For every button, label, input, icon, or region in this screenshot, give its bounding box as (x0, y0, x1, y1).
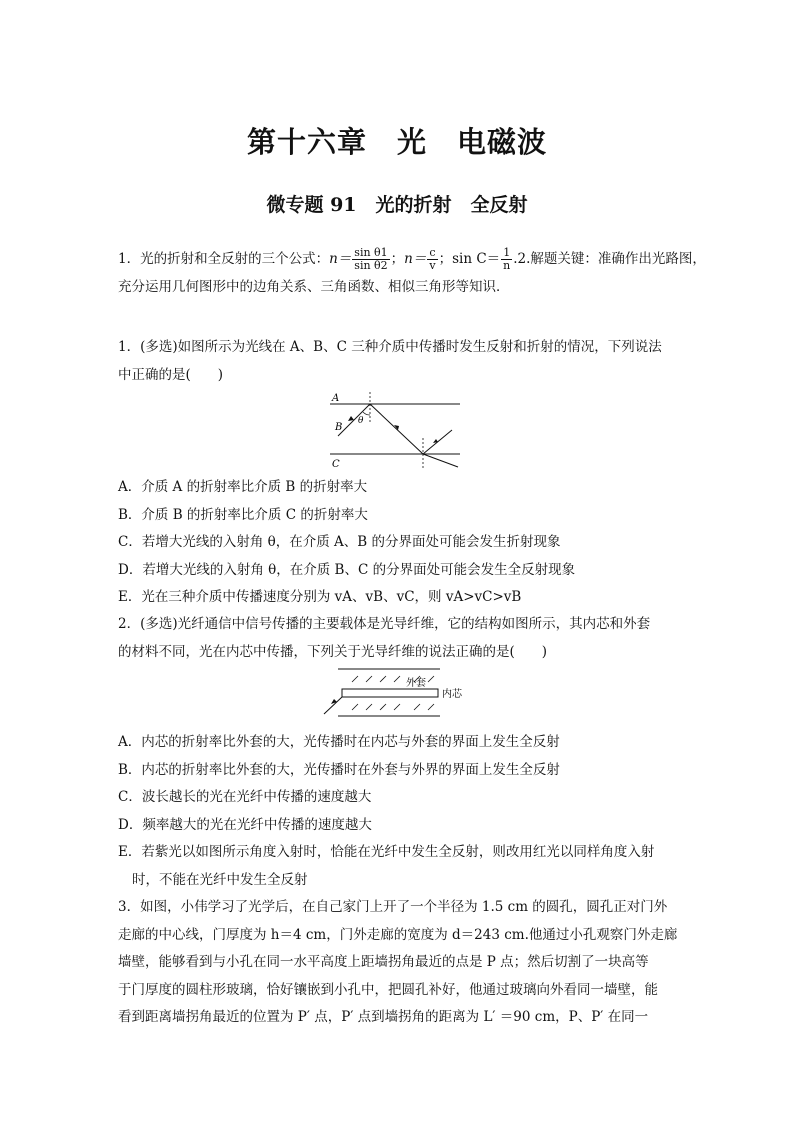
q1-option-c[interactable]: C．若增大光线的入射角 θ，在介质 A、B 的分界面处可能会发生折射现象 (118, 534, 561, 550)
refraction-figure (330, 390, 465, 472)
critical-fraction (501, 247, 512, 272)
formula-n2: n＝ (404, 251, 427, 267)
q2-option-b[interactable]: B．内芯的折射率比外套的大，光传播时在外套与外界的界面上发生全反射 (118, 761, 560, 778)
label-a: A (332, 393, 340, 404)
q2-option-e-cont: 时，不能在光纤中发生全反射 (132, 871, 308, 888)
label-c: C (332, 459, 340, 470)
reflected-ray (370, 404, 423, 454)
question-1-options (118, 474, 678, 612)
q1-option-a[interactable]: A．介质 A 的折射率比介质 B 的折射率大 (118, 479, 368, 495)
q2-option-e[interactable]: E．若紫光以如图所示角度入射时，恰能在光纤中发生全反射，则改用红光以同样角度入射 (118, 844, 655, 860)
question-3 (118, 894, 678, 1032)
q3-line-1: 3．如图，小伟学习了光学后，在自己家门上开了一个半径为 1.5 cm 的圆孔，圆孔正对门外 (118, 899, 668, 915)
cv-fraction (427, 247, 437, 272)
q1-stem-line-2: 中正确的是( ) (118, 366, 224, 383)
frac-c: c (427, 247, 437, 260)
intro-line-1 (118, 246, 706, 274)
question-1-stem (118, 334, 678, 389)
q1-option-e[interactable]: E．光在三种介质中传播速度分别为 vA、vB、vC，则 vA>vC>vB (118, 589, 522, 605)
frac-one: 1 (501, 247, 512, 260)
sin-theta2: sin θ2 (354, 259, 388, 272)
q2-stem-line-1: 2．(多选)光纤通信中信号传播的主要载体是光导纤维，它的结构如图所示，其内芯和外套 (118, 616, 651, 632)
q2-stem-line-2: 的材料不同，光在内芯中传播，下列关于光导纤维的说法正确的是( ) (118, 643, 548, 660)
question-2-options (118, 729, 678, 894)
q3-line-4: 于门厚度的圆柱形玻璃，恰好镶嵌到小孔中，把圆孔补好，他通过玻璃向外看同一墙壁，能 (118, 981, 658, 998)
inner-core (342, 689, 438, 697)
label-theta: θ (358, 416, 364, 426)
incident-light (324, 697, 342, 714)
q2-option-a[interactable]: A．内芯的折射率比外套的大，光传播时在内芯与外套的界面上发生全反射 (118, 734, 560, 750)
q3-line-3: 墙壁，能够看到与小孔在同一水平高度上距墙拐角最近的点是 P 点；然后切割了一块高等 (118, 954, 649, 970)
q3-line-5: 看到距离墙拐角最近的位置为 P′ 点，P′ 点到墙拐角的距离为 L′ ＝90 cm，P、P′ 在同一 (118, 1009, 649, 1025)
intro-paragraph (118, 246, 706, 301)
q2-option-d[interactable]: D．频率越大的光在光纤中传播的速度越大 (118, 816, 372, 833)
label-b: B (335, 422, 343, 433)
intro-lead: 1．光的折射和全反射的三个公式： (118, 251, 330, 267)
q2-option-c[interactable]: C．波长越长的光在光纤中传播的速度越大 (118, 789, 372, 805)
q1-option-d[interactable]: D．若增大光线的入射角 θ，在介质 B、C 的分界面处可能会发生全反射现象 (118, 561, 576, 578)
sep-2: ； (438, 251, 453, 267)
refracted-ray (423, 454, 458, 467)
formula-n: n＝ (329, 251, 352, 267)
fiber-figure (318, 666, 470, 722)
frac-n: n (503, 259, 511, 272)
snell-fraction (352, 247, 389, 272)
q3-line-2: 走廊的中心线，门厚度为 h＝4 cm，门外走廊的宽度为 d＝243 cm.他通过小孔观察门外走廊 (118, 926, 678, 943)
question-2-stem (118, 611, 678, 666)
frac-v: v (429, 259, 436, 272)
q1-option-b[interactable]: B．介质 B 的折射率比介质 C 的折射率大 (118, 506, 368, 523)
intro-line-2: 充分运用几何图形中的边角关系、三角函数、相似三角形等知识． (118, 278, 510, 295)
topic-subtitle: 微专题 91 光的折射 全反射 (266, 194, 528, 216)
sep-1: ； (390, 251, 405, 267)
q1-stem-line-1: 1．(多选)如图所示为光线在 A、B、C 三种介质中传播时发生反射和折射的情况，下列说法 (118, 339, 662, 355)
intro-tail: .2.解题关键：准确作出光路图， (513, 251, 706, 267)
angle-arc (363, 412, 370, 415)
label-outer: 外套 (406, 678, 426, 689)
label-inner: 内芯 (442, 689, 462, 700)
formula-sinc: sin C＝ (452, 251, 501, 267)
chapter-title: 第十六章 光 电磁波 (246, 125, 547, 159)
sin-theta1: sin θ1 (354, 246, 388, 259)
